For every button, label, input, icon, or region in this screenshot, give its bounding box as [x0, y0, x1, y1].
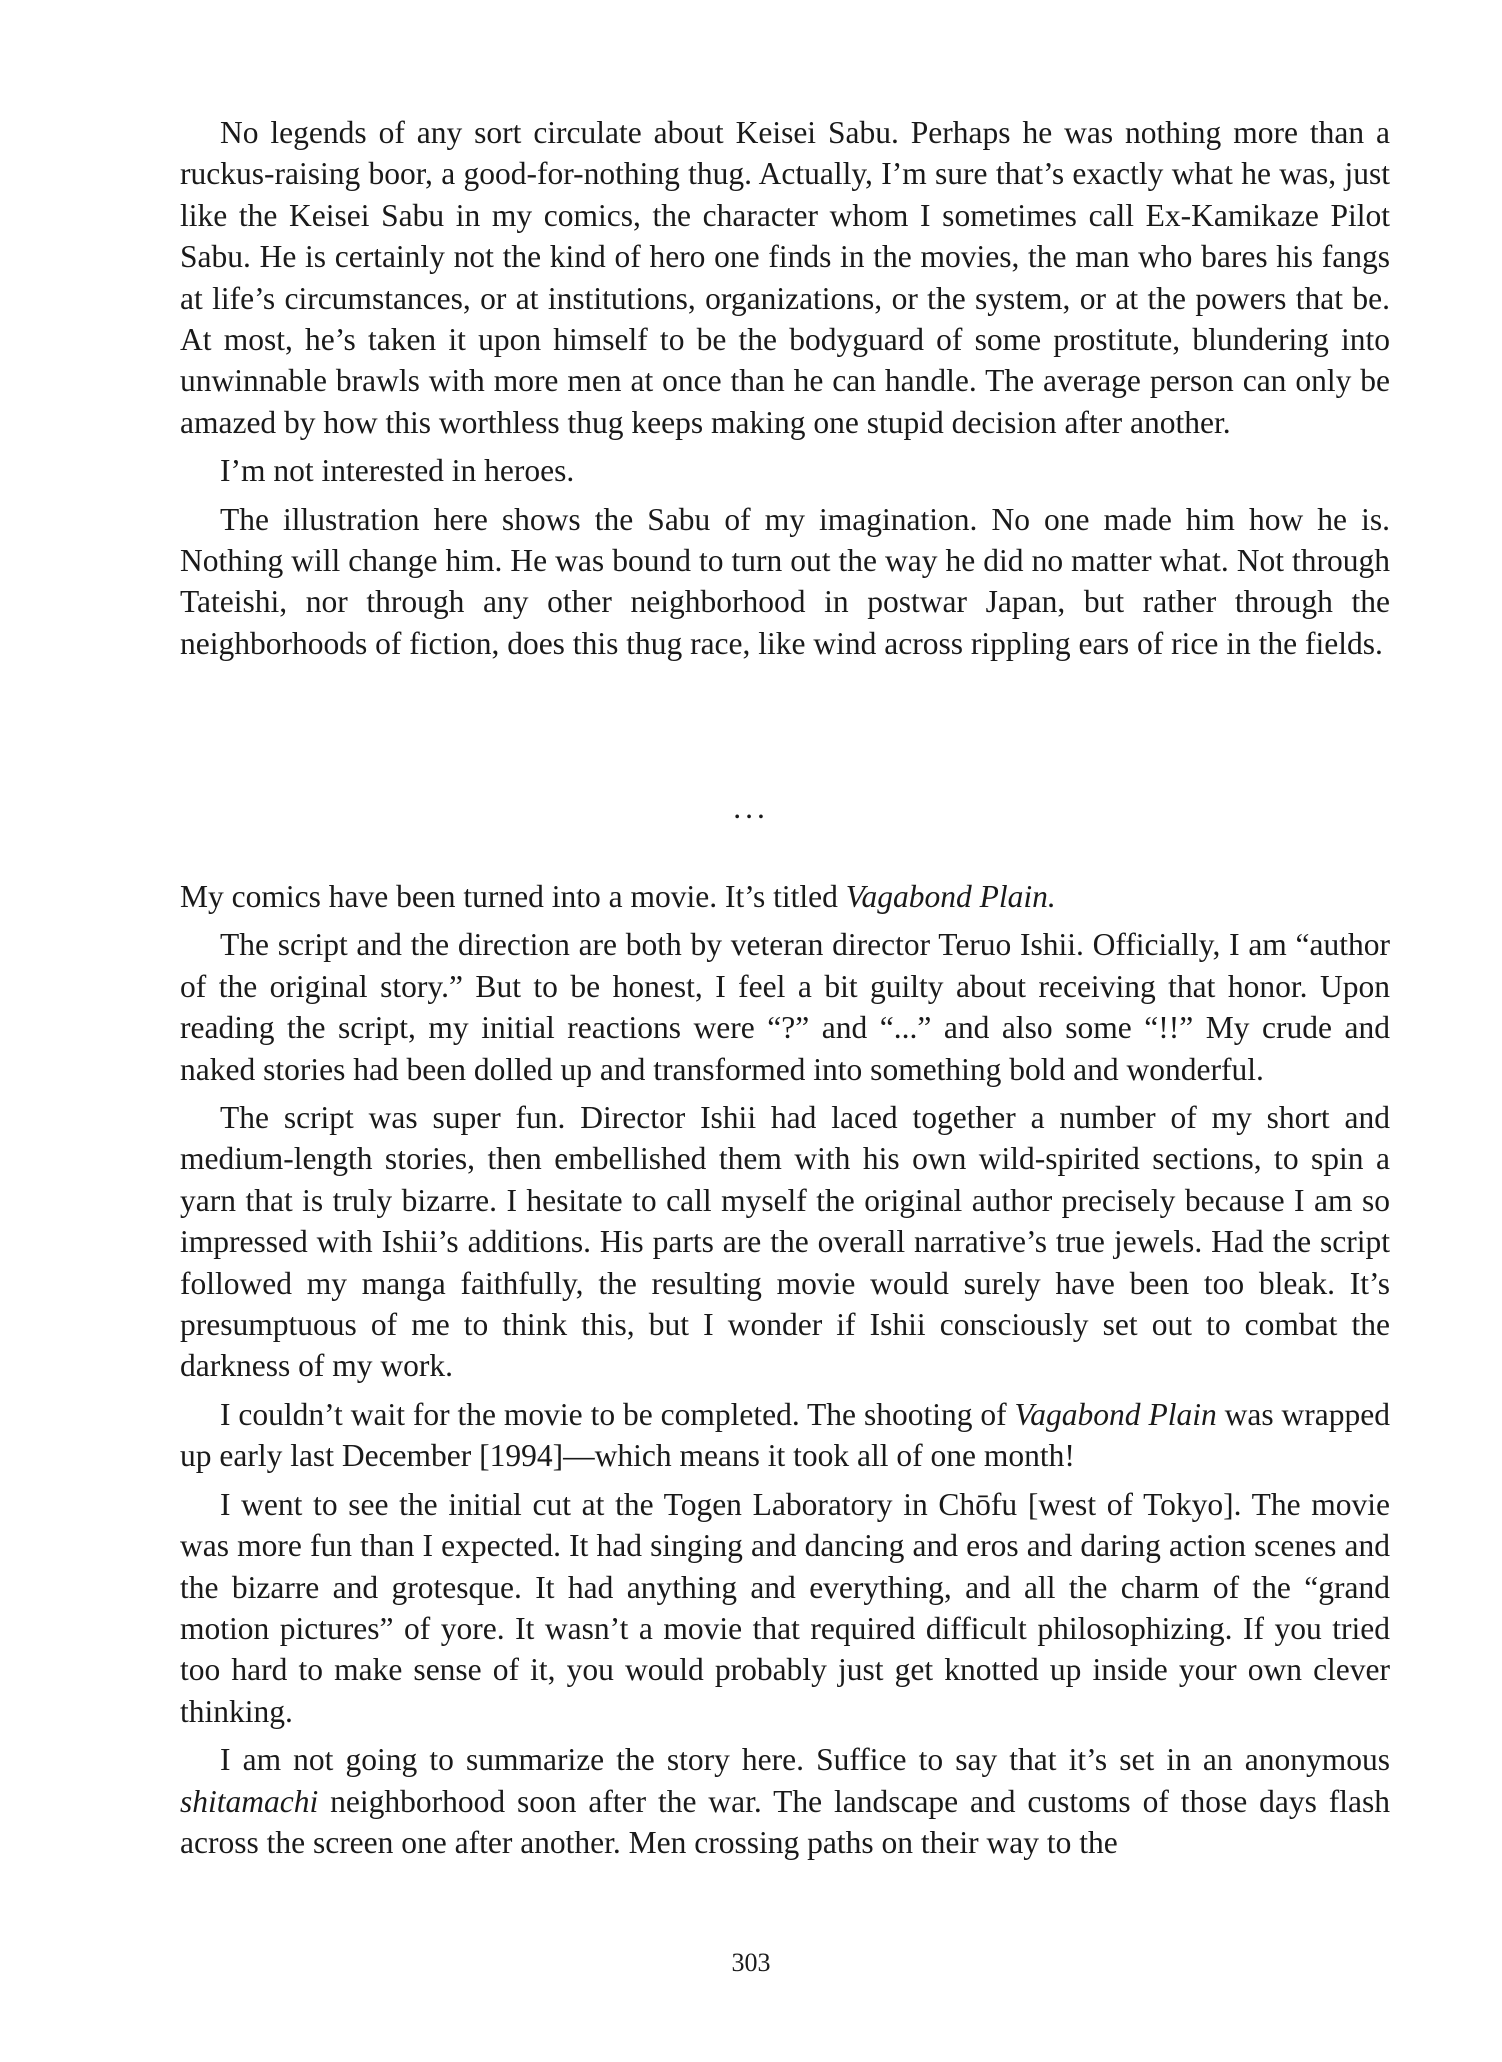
paragraph: The script and the direction are both by veteran director Teruo Ishii. Officially, I am “author of the original story.” But to be honest, I feel a bit guilty about receiving that honor. Upon reading the script, my initial reactions were “?” and “...” and also some “!!” My crude and naked stories had been dolled up and transformed into something bold and wonderful.: [180, 927, 1390, 1087]
paragraph: [180, 1394, 1390, 1477]
paragraph-text: neighborhood soon after the war. The landscape and customs of those days flash across the screen one after another. Men crossing paths on their way to the: [180, 1783, 1390, 1860]
section-break: ...: [733, 790, 769, 825]
paragraph: The illustration here shows the Sabu of my imagination. No one made him how he is. Nothing will change him. He was bound to turn out the way he did no matter what. Not through Tateishi, nor through any other neighborhood in postwar Japan, but rather through the neighborhoods of fiction, does this thug race, like wind across rippling ears of rice in the fields.: [180, 501, 1390, 661]
page-number: 303: [731, 1948, 771, 1977]
movie-title: Vagabond Plain: [1014, 1396, 1217, 1432]
paragraph-text: I couldn’t wait for the movie to be completed. The shooting of: [220, 1396, 1015, 1432]
paragraph-text: My comics have been turned into a movie. It’s titled: [180, 879, 846, 914]
paragraph: [180, 1739, 1390, 1863]
paragraph-text: I am not going to summarize the story here. Suffice to say that it’s set in an anonymous: [220, 1742, 1390, 1778]
paragraph-text: was wrapped up early last December [1994]—which means it took all of one month!: [180, 1396, 1390, 1474]
paragraph: No legends of any sort circulate about Keisei Sabu. Perhaps he was nothing more than a ruckus-raising boor, a good-for-nothing thug. Actually, I’m sure that’s exactly what he was, just like the Keisei Sabu in my comics, the character whom I sometimes call Ex-Kamikaze Pilot Sabu. He is certainly not the kind of hero one finds in the movies, the man who bares his fangs at life’s circumstances, or at institutions, organizations, or the system, or at the powers that be. At most, he’s taken it upon himself to be the bodyguard of some prostitute, blundering into unwinnable brawls with more men at once than he can handle. The average person can only be amazed by how this worthless thug keeps making one stupid decision after another.: [180, 115, 1390, 440]
italic-term: shitamachi: [180, 1783, 319, 1819]
text-section-2: [180, 876, 1390, 1870]
paragraph: I went to see the initial cut at the Togen Laboratory in Chōfu [west of Tokyo]. The movie was more fun than I expected. It had singing and dancing and eros and daring action scenes and the bizarre and grotesque. It had anything and everything, and all the charm of the “grand motion pictures” of yore. It wasn’t a movie that required difficult philosophizing. If you tried too hard to make sense of it, you would probably just get knotted up inside your own clever thinking.: [180, 1486, 1390, 1729]
paragraph: The script was super fun. Director Ishii had laced together a number of my short and medium-length stories, then embellished them with his own wild-spirited sections, to spin a yarn that is truly bizarre. I hesitate to call myself the original author precisely because I am so impressed with Ishii’s additions. His parts are the overall narrative’s true jewels. Had the script followed my manga faithfully, the resulting movie would surely have been too bleak. It’s presumptuous of me to think this, but I wonder if Ishii consciously set out to combat the darkness of my work.: [180, 1100, 1390, 1384]
paragraph: [180, 876, 1390, 917]
paragraph: I’m not interested in heroes.: [220, 453, 575, 489]
movie-title: Vagabond Plain.: [845, 879, 1056, 914]
text-section-1: [180, 112, 1390, 671]
